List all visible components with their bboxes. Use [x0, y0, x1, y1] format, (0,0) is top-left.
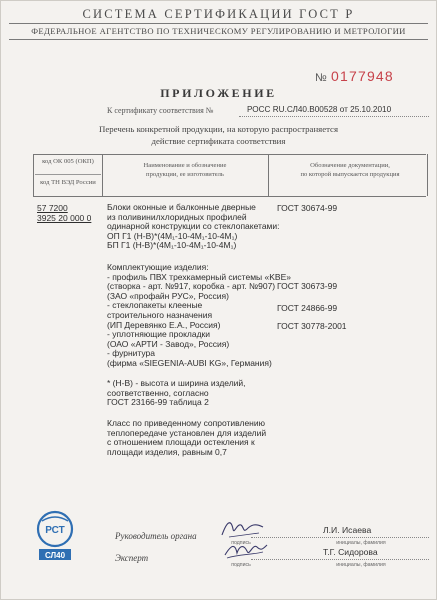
- header-doc-line-2: по которой выпускается продукция: [300, 171, 400, 178]
- expert-name-caption: инициалы, фамилия: [336, 562, 386, 568]
- gost-seals: ГОСТ 30778-2001: [277, 321, 347, 331]
- header-tnved-code: код ТН ВЭД России: [40, 179, 96, 186]
- certificate-underline: [239, 116, 429, 117]
- rst-certification-logo: [33, 509, 77, 563]
- expert-signature-line: [251, 559, 429, 560]
- header-doc-line-1: Обозначение документации,: [310, 162, 390, 169]
- number-prefix: №: [315, 72, 327, 84]
- table-top-border: [33, 154, 426, 155]
- gost-glass-units: ГОСТ 24866-99: [277, 303, 338, 313]
- header-okp-code: код ОК 005 (ОКП): [42, 158, 94, 165]
- table-column-divider-1: [102, 154, 103, 196]
- product-description: Блоки оконные и балконные дверные из поливинилхлоридных профилей одинарной конструкции со стеклопакетами: ОП Г1 (Н-В)*(4М₁-10-4М₁-10-4М₁) БП Г1 (Н-В)*(4М₁-10-4М₁-10-4М₁): [107, 202, 280, 251]
- header-product-name: [105, 161, 265, 179]
- head-signature-caption: подпись: [231, 540, 251, 546]
- header-col1-divider: [35, 174, 101, 175]
- document-title: ПРИЛОЖЕНИЕ: [160, 86, 277, 100]
- system-title: СИСТЕМА СЕРТИФИКАЦИИ ГОСТ Р: [82, 7, 355, 21]
- header-product-line-1: Наименование и обозначение: [143, 162, 227, 169]
- list-subheading: [1, 123, 436, 147]
- expert-label: Эксперт: [115, 553, 149, 563]
- form-number: 0177948: [331, 68, 394, 84]
- agency-name: ФЕДЕРАЛЬНОЕ АГЕНТСТВО ПО ТЕХНИЧЕСКОМУ РЕГУЛИРОВАНИЮ И МЕТРОЛОГИИ: [31, 26, 406, 36]
- head-name-caption: инициалы, фамилия: [336, 540, 386, 546]
- table-column-divider-2: [268, 154, 269, 196]
- gost-main: ГОСТ 30674-99: [277, 203, 338, 213]
- gost-profile: ГОСТ 30673-99: [277, 281, 338, 291]
- table-left-border: [33, 154, 34, 196]
- head-name: Л.И. Исаева: [323, 525, 372, 535]
- dimensions-note: * (Н-В) - высота и ширина изделий, соответственно, согласно ГОСТ 23166-99 таблица 2: [107, 378, 246, 408]
- table-header-bottom-border: [33, 196, 426, 197]
- head-of-body-label: Руководитель органа: [115, 531, 197, 541]
- expert-name: Т.Г. Сидорова: [323, 547, 378, 557]
- thermal-class-note: Класс по приведенному сопротивлению теплопередаче установлен для изделий с отношением площади остекления к площади изделия, равным 0,7: [107, 418, 267, 457]
- svg-text:СЛ40: СЛ40: [44, 551, 66, 560]
- header-product-line-2: продукции, ее изготовитель: [146, 171, 224, 178]
- certificate-label: К сертификату соответствия №: [107, 106, 214, 115]
- subheading-line-1: Перечень конкретной продукции, на которую распространяется: [98, 124, 339, 134]
- header-divider-top: [9, 23, 428, 24]
- svg-text:РСТ: РСТ: [45, 525, 65, 536]
- tnved-code: 3925 20 000 0: [37, 213, 92, 223]
- okp-code: 57 7200: [37, 203, 68, 213]
- expert-signature-caption: подпись: [231, 562, 251, 568]
- subheading-line-2: действие сертификата соответствия: [151, 136, 286, 146]
- certificate-number: РОСС RU.СЛ40.В00528 от 25.10.2010: [247, 105, 392, 114]
- components-list: Комплектующие изделия: - профиль ПВХ трехкамерный системы «KBE» (створка - арт. №917, коробка - арт. №907) (ЗАО «профайн РУС», Россия) - стеклопакеты клееные строительного назначения (ИП Деревянко Е.А., Россия) - уплотняющие прокладки (ОАО «АРТИ - Завод», Россия) - фурнитура (фирма «SIEGENIA-AUBI KG», Германия): [107, 262, 291, 368]
- header-divider-bottom: [9, 39, 428, 40]
- head-signature-line: [251, 537, 429, 538]
- header-documentation: [271, 161, 429, 179]
